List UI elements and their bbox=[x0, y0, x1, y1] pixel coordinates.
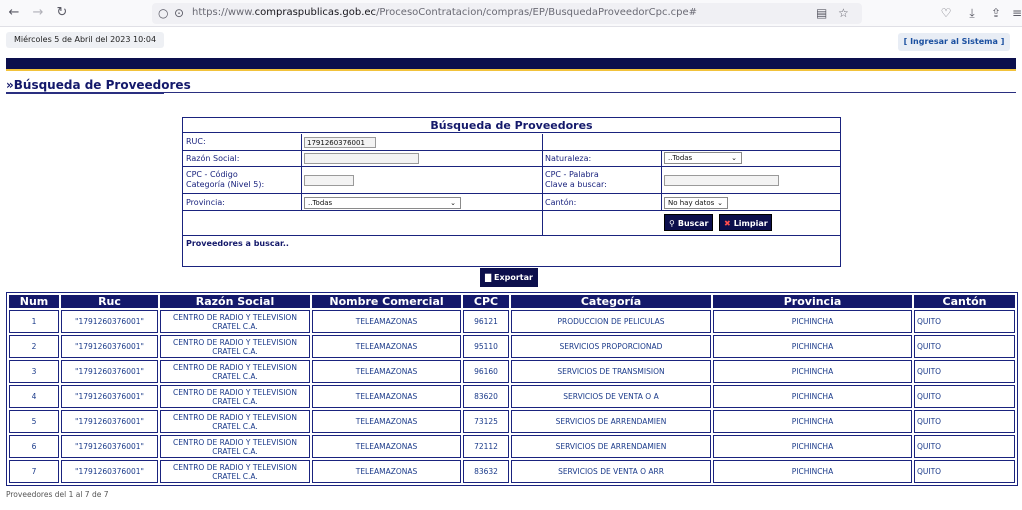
column-header-ruc[interactable]: Ruc bbox=[61, 295, 158, 308]
cell-provincia: PICHINCHA bbox=[713, 360, 912, 383]
download-icon[interactable]: ⤓ bbox=[969, 6, 975, 20]
menu-icon[interactable]: ≡ bbox=[1012, 6, 1022, 20]
cpc-palabra-input[interactable] bbox=[664, 175, 779, 186]
cell-ruc: "1791260376001" bbox=[61, 360, 158, 383]
cell-cpc: 83632 bbox=[463, 460, 509, 483]
cell-nombre-comercial: TELEAMAZONAS bbox=[312, 360, 461, 383]
cell-provincia: PICHINCHA bbox=[713, 435, 912, 458]
form-col-divider bbox=[661, 150, 662, 210]
current-date: Miércoles 5 de Abril del 2023 10:04 bbox=[6, 32, 164, 48]
cell-canton: QUITO bbox=[914, 435, 1015, 458]
url-text[interactable]: https://www.compraspublicas.gob.ec/ProcesoContratacion/compras/EP/BusquedaProveedorCpc.cpe# bbox=[192, 7, 698, 18]
cell-categoria: SERVICIOS DE TRANSMISION bbox=[511, 360, 711, 383]
cell-nombre-comercial: TELEAMAZONAS bbox=[312, 460, 461, 483]
cell-canton: QUITO bbox=[914, 410, 1015, 433]
cell-canton: QUITO bbox=[914, 335, 1015, 358]
naturaleza-select[interactable]: ..Todas ⌄ bbox=[664, 152, 742, 164]
cpc-codigo-label: CPC - Código bbox=[186, 170, 238, 179]
cell-categoria: PRODUCCION DE PELICULAS bbox=[511, 310, 711, 333]
lock-icon[interactable]: ⊙ bbox=[174, 6, 185, 20]
cell-nombre-comercial: TELEAMAZONAS bbox=[312, 335, 461, 358]
canton-select[interactable]: No hay datos ⌄ bbox=[664, 197, 728, 209]
form-row-divider bbox=[183, 235, 840, 236]
cell-provincia: PICHINCHA bbox=[713, 460, 912, 483]
chevron-down-icon: ⌄ bbox=[717, 199, 723, 207]
search-form bbox=[182, 117, 841, 267]
cell-nombre-comercial: TELEAMAZONAS bbox=[312, 410, 461, 433]
limpiar-button[interactable]: ✖ Limpiar bbox=[719, 214, 772, 231]
table-row[interactable] bbox=[9, 360, 1015, 383]
shield-icon[interactable]: ○ bbox=[158, 6, 169, 20]
cell-num: 5 bbox=[9, 410, 59, 433]
pocket-icon[interactable]: ♡ bbox=[940, 6, 952, 20]
cpc-palabra-label-2: Clave a buscar: bbox=[545, 180, 607, 189]
form-row-divider bbox=[183, 150, 840, 151]
cell-razon-social: CENTRO DE RADIO Y TELEVISION CRATEL C.A. bbox=[160, 360, 310, 383]
cell-ruc: "1791260376001" bbox=[61, 310, 158, 333]
cell-num: 2 bbox=[9, 335, 59, 358]
cell-categoria: SERVICIOS DE VENTA O A bbox=[511, 385, 711, 408]
cell-nombre-comercial: TELEAMAZONAS bbox=[312, 385, 461, 408]
cell-ruc: "1791260376001" bbox=[61, 385, 158, 408]
buscar-button[interactable]: ⚲ Buscar bbox=[664, 214, 713, 231]
cell-cpc: 73125 bbox=[463, 410, 509, 433]
search-form-title: Búsqueda de Proveedores bbox=[183, 118, 840, 133]
form-row-divider bbox=[183, 210, 840, 211]
browser-toolbar bbox=[0, 0, 1022, 27]
provincia-select[interactable]: ..Todas ⌄ bbox=[304, 197, 461, 209]
column-header-razon-social[interactable]: Razón Social bbox=[160, 295, 310, 308]
table-row[interactable] bbox=[9, 410, 1015, 433]
cell-categoria: SERVICIOS DE ARRENDAMIEN bbox=[511, 435, 711, 458]
cell-canton: QUITO bbox=[914, 385, 1015, 408]
cell-canton: QUITO bbox=[914, 310, 1015, 333]
cell-razon-social: CENTRO DE RADIO Y TELEVISION CRATEL C.A. bbox=[160, 410, 310, 433]
extensions-icon[interactable]: ⇪ bbox=[990, 6, 1002, 20]
cell-razon-social: CENTRO DE RADIO Y TELEVISION CRATEL C.A. bbox=[160, 460, 310, 483]
cell-nombre-comercial: TELEAMAZONAS bbox=[312, 310, 461, 333]
cell-provincia: PICHINCHA bbox=[713, 310, 912, 333]
cell-ruc: "1791260376001" bbox=[61, 410, 158, 433]
cell-provincia: PICHINCHA bbox=[713, 410, 912, 433]
back-arrow-icon[interactable]: ← bbox=[8, 5, 20, 20]
column-header-canton[interactable]: Cantón bbox=[914, 295, 1015, 308]
table-row[interactable] bbox=[9, 435, 1015, 458]
form-col-divider bbox=[542, 134, 543, 235]
cell-num: 6 bbox=[9, 435, 59, 458]
cell-razon-social: CENTRO DE RADIO Y TELEVISION CRATEL C.A. bbox=[160, 435, 310, 458]
form-row-divider bbox=[183, 193, 840, 194]
table-header-row bbox=[9, 295, 1015, 308]
cell-ruc: "1791260376001" bbox=[61, 335, 158, 358]
cell-razon-social: CENTRO DE RADIO Y TELEVISION CRATEL C.A. bbox=[160, 310, 310, 333]
column-header-num[interactable]: Num bbox=[9, 295, 59, 308]
exportar-button[interactable]: ▇ Exportar bbox=[480, 268, 538, 287]
cell-categoria: SERVICIOS PROPORCIONAD bbox=[511, 335, 711, 358]
cell-categoria: SERVICIOS DE VENTA O ARR bbox=[511, 460, 711, 483]
cell-cpc: 83620 bbox=[463, 385, 509, 408]
header-band bbox=[6, 58, 1016, 71]
table-row[interactable] bbox=[9, 385, 1015, 408]
cell-provincia: PICHINCHA bbox=[713, 385, 912, 408]
reload-icon[interactable]: ↻ bbox=[56, 5, 68, 20]
razon-social-input[interactable] bbox=[304, 153, 419, 164]
naturaleza-label: Naturaleza: bbox=[545, 154, 592, 163]
cell-razon-social: CENTRO DE RADIO Y TELEVISION CRATEL C.A. bbox=[160, 385, 310, 408]
canton-label: Cantón: bbox=[545, 198, 577, 207]
pagination-summary: Proveedores del 1 al 7 de 7 bbox=[6, 490, 109, 499]
cell-nombre-comercial: TELEAMAZONAS bbox=[312, 435, 461, 458]
cpc-palabra-label: CPC - Palabra bbox=[545, 170, 599, 179]
cpc-codigo-input[interactable] bbox=[304, 175, 354, 186]
cell-provincia: PICHINCHA bbox=[713, 335, 912, 358]
provincia-label: Provincia: bbox=[186, 198, 225, 207]
bookmark-star-icon[interactable]: ☆ bbox=[838, 6, 849, 20]
cell-cpc: 96121 bbox=[463, 310, 509, 333]
chevron-down-icon: ⌄ bbox=[731, 154, 737, 162]
column-header-categoria[interactable]: Categoría bbox=[511, 295, 711, 308]
cell-cpc: 96160 bbox=[463, 360, 509, 383]
cell-num: 4 bbox=[9, 385, 59, 408]
proveedores-a-buscar-label: Proveedores a buscar.. bbox=[186, 239, 289, 248]
document-icon: ▇ bbox=[485, 273, 494, 282]
table-row[interactable] bbox=[9, 335, 1015, 358]
search-icon: ⚲ bbox=[669, 219, 675, 228]
address-bar[interactable] bbox=[152, 3, 862, 24]
cell-ruc: "1791260376001" bbox=[61, 460, 158, 483]
reader-view-icon[interactable]: ▤ bbox=[816, 6, 828, 20]
results-table bbox=[6, 292, 1018, 486]
chevron-down-icon: ⌄ bbox=[450, 199, 456, 207]
column-header-nombre-comercial[interactable]: Nombre Comercial bbox=[312, 295, 461, 308]
ruc-input[interactable] bbox=[304, 137, 376, 148]
clear-x-icon: ✖ bbox=[724, 219, 731, 228]
forward-arrow-icon[interactable]: → bbox=[32, 5, 44, 20]
table-row[interactable] bbox=[9, 310, 1015, 333]
cell-num: 7 bbox=[9, 460, 59, 483]
cell-num: 3 bbox=[9, 360, 59, 383]
cell-cpc: 72112 bbox=[463, 435, 509, 458]
title-divider bbox=[6, 92, 1016, 93]
cell-razon-social: CENTRO DE RADIO Y TELEVISION CRATEL C.A. bbox=[160, 335, 310, 358]
ruc-label: RUC: bbox=[186, 137, 206, 146]
cell-canton: QUITO bbox=[914, 360, 1015, 383]
form-row-divider bbox=[183, 166, 840, 167]
cell-categoria: SERVICIOS DE ARRENDAMIEN bbox=[511, 410, 711, 433]
razon-social-label: Razón Social: bbox=[186, 154, 240, 163]
cell-num: 1 bbox=[9, 310, 59, 333]
table-row[interactable] bbox=[9, 460, 1015, 483]
login-button[interactable]: [ Ingresar al Sistema ] bbox=[898, 33, 1010, 51]
cell-canton: QUITO bbox=[914, 460, 1015, 483]
cell-cpc: 95110 bbox=[463, 335, 509, 358]
cpc-codigo-label-2: Categoría (Nivel 5): bbox=[186, 180, 265, 189]
column-header-provincia[interactable]: Provincia bbox=[713, 295, 912, 308]
cell-ruc: "1791260376001" bbox=[61, 435, 158, 458]
column-header-cpc[interactable]: CPC bbox=[463, 295, 509, 308]
form-col-divider bbox=[301, 134, 302, 210]
page-title: »Búsqueda de Proveedores bbox=[6, 78, 191, 92]
